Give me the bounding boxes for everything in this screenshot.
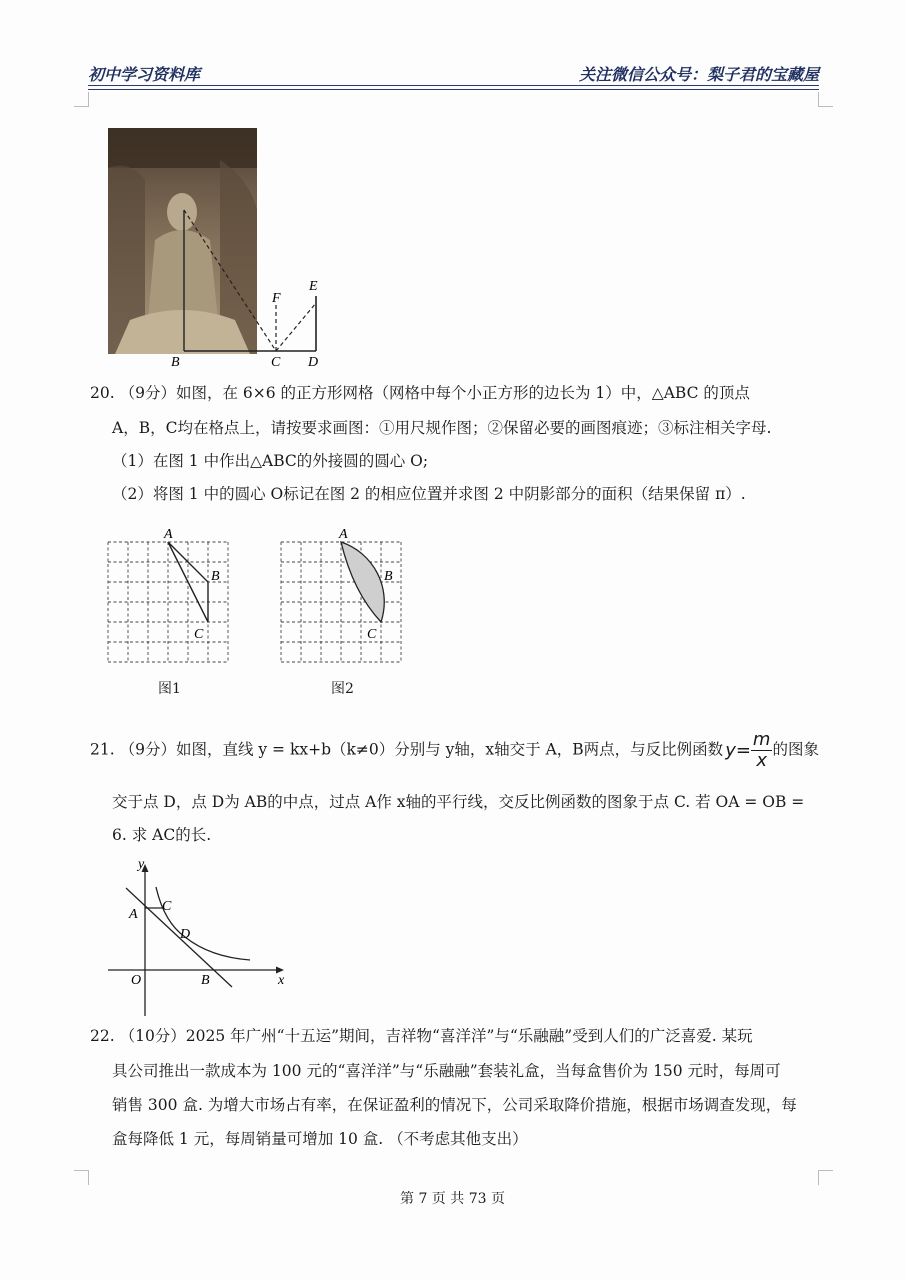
statue-figure (100, 120, 340, 370)
crop-mark (74, 1170, 89, 1185)
header-rule-thin (88, 89, 819, 90)
label-D: D (180, 927, 191, 942)
q20-line4: （2）将图 1 中的圆心 O标记在图 2 的相应位置并求图 2 中阴影部分的面积（结果保留 π）. (112, 485, 746, 503)
label-E: E (309, 279, 318, 294)
label-C: C (194, 627, 204, 642)
inverse-function-fraction (725, 730, 772, 771)
line-ab (126, 888, 232, 987)
inverse-curve (156, 887, 250, 960)
page-header (88, 62, 819, 86)
label-C: C (162, 899, 172, 914)
grid-figure-1 (100, 522, 240, 672)
label-A: A (339, 527, 348, 542)
label-F: F (272, 291, 281, 306)
label-y: y (138, 857, 145, 872)
fraction-lhs: y= (725, 739, 751, 761)
page-footer: 第 7 页 共 73 页 (400, 1191, 505, 1207)
label-B: B (384, 569, 393, 584)
grid-figure-2 (273, 522, 413, 672)
crop-mark (818, 92, 833, 107)
header-left: 初中学习资料库 (88, 65, 201, 84)
figure2-caption: 图2 (331, 681, 354, 697)
label-C: C (271, 355, 281, 370)
q20-line2: A，B，C均在格点上，请按要求画图：①用尺规作图；②保留必要的画图痕迹；③标注相关字母. (112, 419, 772, 437)
label-B: B (211, 569, 220, 584)
label-A: A (164, 527, 173, 542)
crop-mark (818, 1170, 833, 1185)
q21-line1 (90, 730, 819, 771)
label-A: A (129, 907, 138, 922)
label-x: x (278, 973, 285, 988)
q21-line2: 交于点 D，点 D为 AB的中点，过点 A作 x轴的平行线，交反比例函数的图象于点 C. 若 OA = OB = (112, 793, 805, 811)
q21-line3: 6. 求 AC的长. (112, 826, 212, 844)
q20-line3: （1）在图 1 中作出△ABC的外接圆的圆心 O; (112, 452, 429, 470)
q22-line4: 盒每降低 1 元，每周销量可增加 10 盒. （不考虑其他支出） (112, 1130, 528, 1148)
q21-line1-end: 的图象 (772, 740, 819, 759)
label-D: D (308, 355, 319, 370)
q20-line1: 20. （9分）如图，在 6×6 的正方形网格（网格中每个小正方形的边长为 1）中，△ABC 的顶点 (90, 384, 750, 402)
coordinate-figure (100, 852, 300, 1020)
label-B: B (201, 973, 210, 988)
header-rule (88, 85, 819, 86)
fraction-numerator: m (752, 729, 771, 750)
q22-line1: 22. （10分）2025 年广州“十五运”期间，吉祥物“喜洋洋”与“乐融融”受到人们的广泛喜爱. 某玩 (90, 1027, 753, 1045)
crop-mark (74, 92, 89, 107)
label-O: O (131, 973, 142, 988)
q22-line3: 销售 300 盒. 为增大市场占有率，在保证盈利的情况下，公司采取降价措施，根据市场调查发现，每 (112, 1096, 797, 1114)
label-C: C (367, 627, 377, 642)
q21-line1-text: 21. （9分）如图，直线 y = kx+b（k≠0）分别与 y轴，x轴交于 A，B两点，与反比例函数 (90, 740, 724, 759)
header-right: 关注微信公众号：梨子君的宝藏屋 (578, 65, 819, 84)
q22-line2: 具公司推出一款成本为 100 元的“喜洋洋”与“乐融融”套装礼盒，当每盒售价为 150 元时，每周可 (112, 1062, 781, 1080)
fraction-denominator: x (756, 750, 768, 771)
figure1-caption: 图1 (158, 681, 181, 697)
label-B: B (171, 355, 180, 370)
